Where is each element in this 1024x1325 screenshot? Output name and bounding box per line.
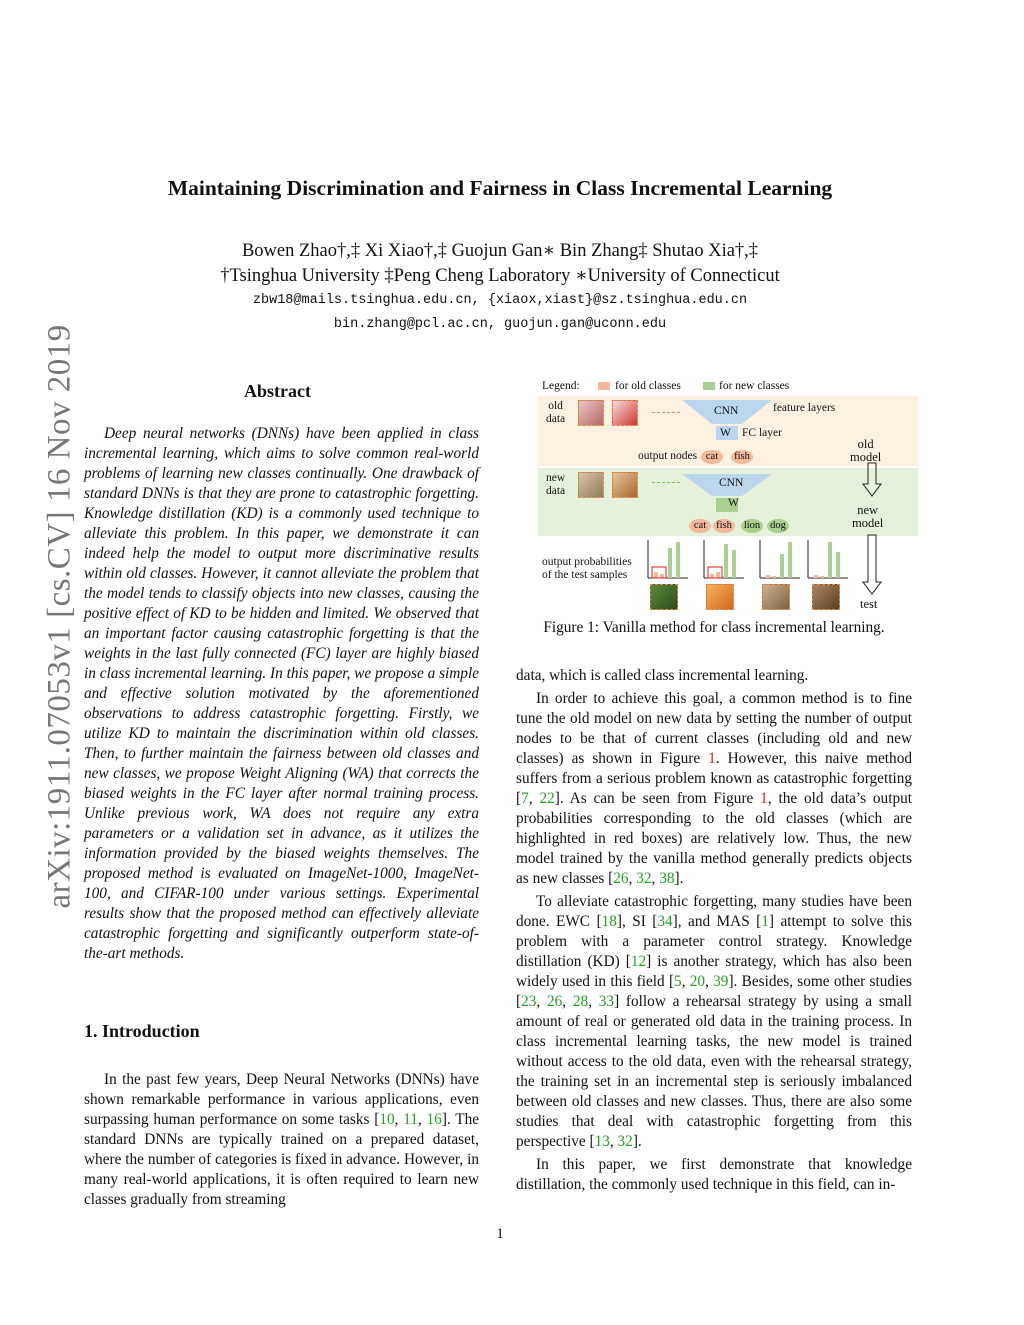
figure-ref[interactable]: 1 (708, 750, 716, 767)
down-arrow-old-new (862, 462, 882, 498)
figure-1 (538, 376, 918, 616)
citation[interactable]: 12 (630, 953, 647, 970)
prob-chart-1 (648, 540, 688, 578)
feature-layers-label: feature layers (773, 402, 836, 414)
right-paragraph-3: In this paper, we first demonstrate that knowledge distillation, the commonly used technique in this field, can in- (516, 1156, 912, 1193)
paper-title: Maintaining Discrimination and Fairness in Class Incremental Learning (167, 176, 833, 200)
citation[interactable]: 11 (403, 1111, 418, 1129)
old-model-label: old model (850, 437, 882, 464)
citation[interactable]: 32 (617, 1133, 633, 1150)
citation[interactable]: 7 (521, 790, 529, 807)
down-arrow-test (862, 534, 882, 596)
new-cnn-label: CNN (719, 477, 744, 489)
citation[interactable]: 28 (572, 993, 589, 1010)
abstract-text (84, 424, 479, 964)
legend-label: Legend: (542, 380, 580, 392)
text: , (681, 973, 690, 990)
text: ]. (632, 1133, 642, 1150)
test-sample-fish (706, 584, 734, 610)
email-line-2: bin.zhang@pcl.ac.cn, guojun.gan@uconn.edu (333, 317, 667, 332)
citation[interactable]: 38 (659, 870, 675, 887)
text: , the old data’s output probabilities corresponding to the old classes (which are highlighted in red boxes) are relatively low. Thus, the new model trained by the vanilla method generally predicts objects as new classes [ (516, 790, 912, 887)
text: ], and MAS [ (672, 913, 762, 930)
old-data-label: old data (546, 400, 566, 425)
legend-new-text: for new classes (719, 380, 790, 392)
citation[interactable]: 10 (379, 1111, 395, 1129)
prob-chart-3 (760, 540, 800, 578)
citation[interactable]: 39 (713, 973, 729, 990)
new-node-lion: lion (741, 519, 763, 533)
text: ]. Besides, some other studies [ (516, 973, 912, 1010)
intro-text-b: ]. The standard DNNs are typically trained on a prepared dataset, where the number of categories is fixed in advance. However, in many real-world applications, it is often required to learn new classes gradually from streaming (84, 1111, 480, 1209)
right-paragraph-2 (516, 892, 912, 1152)
test-sample-lion (812, 584, 840, 610)
old-node-fish: fish (731, 450, 753, 464)
text: To alleviate catastrophic forgetting, many studies have been done. EWC [ (516, 893, 912, 930)
intro-text-a: In the past few years, Deep Neural Networks (DNNs) have shown remarkable performance in various applications, even surpassing human performance on some tasks [ (84, 1071, 479, 1129)
citation[interactable]: 26 (547, 993, 563, 1010)
citation[interactable]: 16 (426, 1111, 442, 1129)
text: , (562, 993, 573, 1010)
citation[interactable]: 20 (689, 973, 706, 990)
new-w-label: W (728, 497, 739, 509)
new-data-label: new data (546, 472, 566, 497)
citation[interactable]: 5 (674, 973, 682, 990)
text: , (536, 993, 547, 1010)
text: , (628, 870, 637, 887)
text: ]. (674, 870, 684, 887)
text: ] follow a rehearsal strategy by using a small amount of real or generated old data in the training process. In class incremental learning tasks, the new model is trained without access to the old data, even with the rehearsal strategy, the training set in an incremental step is seriously imbalanced between old classes and new classes. Thus, there are also some studies that deal with catastrophic forgetting from this perspective [ (516, 993, 912, 1150)
text: . However, this naive method suffers from a serious problem known as catastrophic forgetting [ (516, 750, 913, 807)
right-text-p0: data, which is called class incremental learning. (516, 667, 809, 684)
right-paragraph-1 (516, 689, 912, 889)
author-list: Bowen Zhao†,‡ Xi Xiao†,‡ Guojun Gan∗ Bin Zhang‡ Shutao Xia†,‡ (241, 241, 759, 261)
citation[interactable]: 1 (761, 913, 769, 930)
text: , (609, 1133, 618, 1150)
figure-caption: Figure 1: Vanilla method for class incremental learning. (543, 619, 885, 636)
old-arrow (652, 412, 680, 413)
prob-bar-charts (646, 536, 856, 582)
text: ] is another strategy, which has also been widely used in this field [ (516, 953, 912, 990)
citation[interactable]: 26 (613, 870, 629, 887)
fc-layer-label: FC layer (742, 427, 782, 439)
text: , (528, 790, 540, 807)
affiliations: †Tsinghua University ‡Peng Cheng Laboratory ∗University of Connecticut (220, 266, 780, 286)
text: , (705, 973, 714, 990)
text: ]. As can be seen from Figure (554, 790, 761, 807)
test-sample-cat (650, 584, 678, 610)
arxiv-identifier: arXiv:1911.07053v1 [cs.CV] 16 Nov 2019 (41, 324, 78, 909)
abstract-heading: Abstract (244, 381, 311, 401)
legend-old-text: for old classes (615, 380, 681, 392)
new-sample-dog (612, 472, 638, 498)
right-column (516, 666, 912, 1195)
text: , (651, 870, 660, 887)
prob-chart-4 (808, 540, 848, 578)
citation[interactable]: 18 (601, 913, 617, 930)
new-sample-lion (578, 472, 604, 498)
test-label: test (860, 597, 878, 611)
new-node-dog: dog (767, 519, 789, 533)
citation[interactable]: 34 (657, 913, 673, 930)
intro-heading: 1. Introduction (84, 1021, 200, 1041)
new-model-label: new model (852, 503, 884, 530)
new-node-fish: fish (713, 519, 735, 533)
citation[interactable]: 23 (521, 993, 537, 1010)
new-arrow (652, 482, 680, 483)
citation[interactable]: 32 (636, 870, 652, 887)
legend-new-swatch (703, 382, 715, 390)
prob-chart-2 (704, 540, 744, 578)
citation[interactable]: 13 (594, 1133, 610, 1150)
text: In order to achieve this goal, a common method is to fine tune the old model on new data by setting the number of output nodes to be that of current classes (including old and new classes) as shown in Figure (516, 690, 912, 767)
figure-ref[interactable]: 1 (760, 790, 768, 807)
intro-paragraph: In the past few years, Deep Neural Networks (DNNs) have shown remarkable performance in various applications, even surpassing human performance on some tasks [10, 11, 16]. The standard DNNs are typically trained on a prepared dataset, where the number of categories is fixed in advance. However, in many real-world applications, it is often required to learn new classes gradually from streaming (84, 1071, 480, 1209)
citation[interactable]: 22 (539, 790, 555, 807)
text: , (588, 993, 599, 1010)
old-node-cat: cat (701, 450, 723, 464)
text: ] attempt to solve this problem with a parameter control strategy. Knowledge distillation (KD) [ (516, 913, 912, 970)
old-sample-cat (578, 400, 604, 426)
test-sample-dog (762, 584, 790, 610)
legend-old-swatch (598, 382, 610, 390)
old-cnn-label: CNN (714, 405, 739, 417)
citation[interactable]: 33 (598, 993, 615, 1010)
page-number: 1 (496, 1226, 504, 1242)
new-node-cat: cat (689, 519, 711, 533)
email-line-1: zbw18@mails.tsinghua.edu.cn, {xiaox,xiast}@sz.tsinghua.edu.cn (252, 293, 748, 308)
old-w-label: W (720, 427, 731, 439)
text: ], SI [ (616, 913, 658, 930)
output-nodes-label: output nodes (638, 450, 698, 462)
old-sample-fish (612, 400, 638, 426)
output-probs-label: output probabilities of the test samples (542, 556, 632, 581)
abstract-paragraph: Deep neural networks (DNNs) have been applied in class incremental learning, which aims to solve common real-world problems of learning new classes continually. One drawback of standard DNNs is that they are prone to catastrophic forgetting. Knowledge distillation (KD) is a commonly used technique to alleviate this problem. In this paper, we demonstrate it can indeed help the model to output more discriminative results within old classes. However, it cannot alleviate the problem that the model tends to classify objects into new classes, causing the positive effect of KD to be hidden and limited. We observed that an important factor causing catastrophic forgetting is that the weights in the last fully connected (FC) layer are highly biased in class incremental learning. In this paper, we propose a simple and effective solution motivated by the aforementioned observations to address catastrophic forgetting. Firstly, we utilize KD to maintain the discrimination within old classes. Then, to further maintain the fairness between old classes and new classes, we propose Weight Aligning (WA) that corrects the biased weights in the FC layer after normal training process. Unlike previous work, WA does not require any extra parameters or a validation set in advance, as it utilizes the information provided by the biased weights themselves. The proposed method is evaluated on ImageNet-1000, ImageNet-100, and CIFAR-100 under various settings. Experimental results show that the proposed method can effectively alleviate catastrophic forgetting and significantly outperform state-of-the-art methods. (84, 425, 479, 962)
